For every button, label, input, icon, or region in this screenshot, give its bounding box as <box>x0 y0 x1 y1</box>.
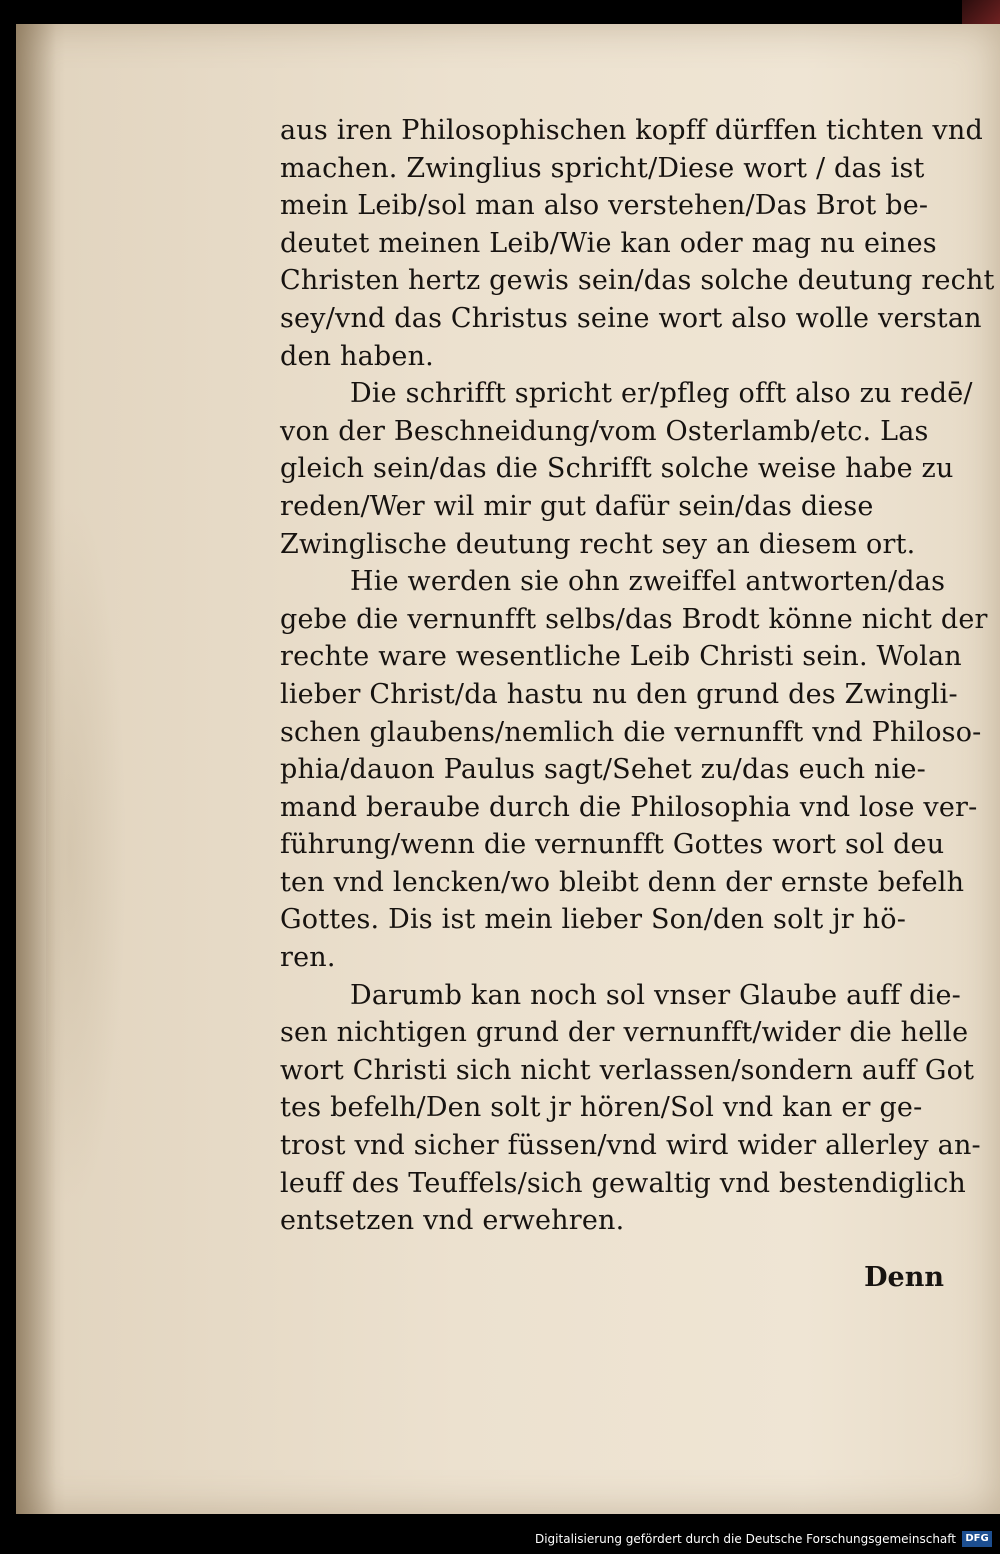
footer-bar <box>0 1516 1000 1554</box>
text-line: tes befelh/Den solt jr hören/Sol vnd kan er ge- <box>280 1092 923 1124</box>
text-line: entsetzen vnd erwehren. <box>280 1205 625 1237</box>
text-line: Darumb kan noch sol vnser Glaube auff die- <box>350 979 961 1011</box>
text-line: Die schrifft spricht er/pfleg offt also zu redē/ <box>350 378 973 410</box>
text-line: ten vnd lencken/wo bleibt denn der ernste befelh <box>280 866 965 898</box>
paper-stain <box>46 494 126 1214</box>
text-line: lieber Christ/da hastu nu den grund des Zwingli- <box>280 678 958 710</box>
catchword: Denn <box>864 1262 944 1293</box>
text-line: gebe die vernunfft selbs/das Brodt könne nicht der <box>280 603 988 635</box>
text-line: schen glaubens/nemlich die vernunfft vnd Philoso- <box>280 716 982 748</box>
text-line: führung/wenn die vernunfft Gottes wort sol deu <box>280 829 945 861</box>
page-text <box>280 112 995 1240</box>
text-line: mein Leib/sol man also verstehen/Das Brot be- <box>280 190 929 222</box>
text-line: mand beraube durch die Philosophia vnd lose ver- <box>280 791 978 823</box>
text-line: aus iren Philosophischen kopff dürffen tichten vnd <box>280 115 983 146</box>
text-line: reden/Wer wil mir gut dafür sein/das diese <box>280 490 874 522</box>
text-line: sen nichtigen grund der vernunfft/wider die helle <box>280 1017 969 1049</box>
funding-credit: Digitalisierung gefördert durch die Deutsche Forschungsgemeinschaft <box>534 1532 956 1546</box>
text-line: von der Beschneidung/vom Osterlamb/etc. Las <box>280 415 929 447</box>
text-line: Gottes. Dis ist mein lieber Son/den solt jr hö- <box>280 904 907 936</box>
text-line: deutet meinen Leib/Wie kan oder mag nu eines <box>280 227 937 259</box>
text-line: wort Christi sich nicht verlassen/sondern auff Got <box>280 1054 975 1086</box>
text-line: leuff des Teuffels/sich gewaltig vnd bestendiglich <box>280 1167 966 1199</box>
text-line: ren. <box>280 942 336 974</box>
text-line: trost vnd sicher füssen/vnd wird wider allerley an- <box>280 1130 981 1162</box>
text-line: den haben. <box>280 340 434 372</box>
text-line: Zwinglische deutung recht sey an diesem ort. <box>280 528 916 560</box>
text-line: phia/dauon Paulus sagt/Sehet zu/das euch nie- <box>280 754 926 786</box>
text-line: machen. Zwinglius spricht/Diese wort / das ist <box>280 152 925 184</box>
text-line: Christen hertz gewis sein/das solche deutung recht <box>280 265 995 297</box>
text-line: sey/vnd das Christus seine wort also wolle verstan <box>280 302 982 334</box>
text-line: Hie werden sie ohn zweiffel antworten/das <box>350 566 946 598</box>
text-line: rechte ware wesentliche Leib Christi sein. Wolan <box>280 641 962 673</box>
text-line: gleich sein/das die Schrifft solche weise habe zu <box>280 453 954 485</box>
dfg-logo: DFG <box>962 1531 992 1547</box>
